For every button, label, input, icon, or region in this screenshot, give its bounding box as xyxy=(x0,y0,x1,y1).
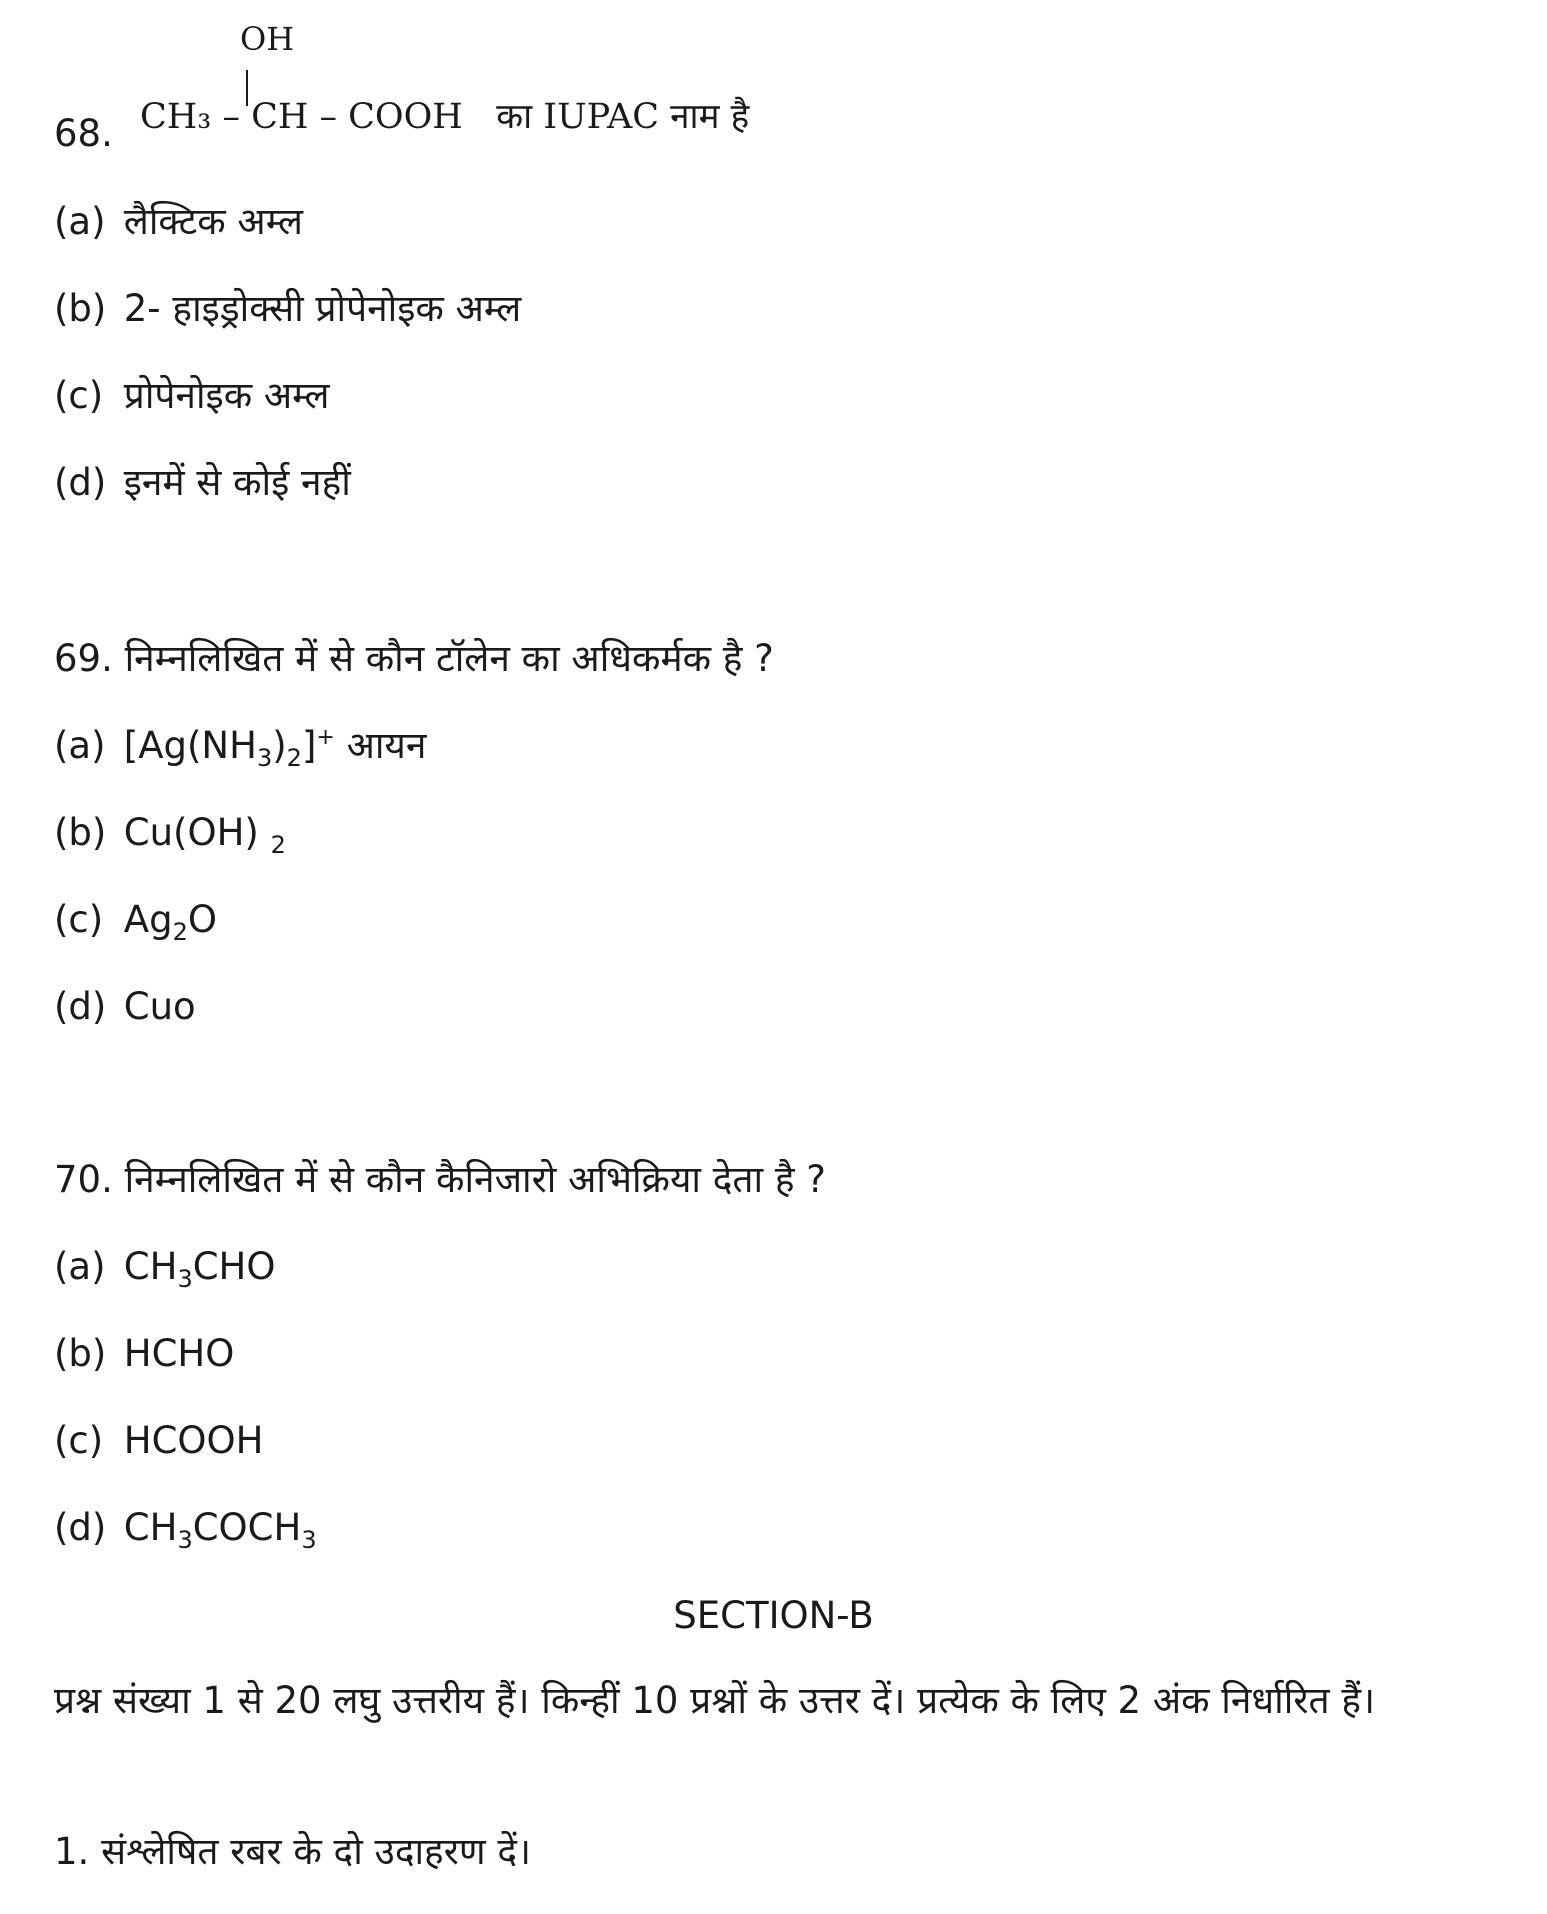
option-label: (b) xyxy=(54,287,107,330)
formula-subscript: 3 xyxy=(177,1265,193,1293)
q68-option-d xyxy=(54,461,351,505)
q70-option-a xyxy=(54,1245,276,1293)
formula-part: [Ag(NH xyxy=(123,724,257,767)
formula-part: COCH xyxy=(192,1506,302,1549)
option-label: (a) xyxy=(54,200,106,243)
formula-subscript: 3 xyxy=(177,1526,193,1554)
option-label: (b) xyxy=(54,1332,107,1375)
option-text: HCOOH xyxy=(123,1419,264,1462)
q68-option-a xyxy=(54,200,303,244)
option-label: (d) xyxy=(54,1506,107,1549)
option-label: (c) xyxy=(54,1419,104,1462)
q68-number: 68. xyxy=(54,112,113,155)
formula-part: ) xyxy=(272,724,287,767)
q68-formula-main xyxy=(140,92,749,139)
formula-subscript: 2 xyxy=(286,744,302,772)
option-label: (a) xyxy=(54,1245,106,1288)
option-label: (a) xyxy=(54,724,106,767)
option-label: (c) xyxy=(54,898,104,941)
formula-subscript: 3 xyxy=(256,744,273,772)
q70-option-d xyxy=(54,1506,317,1554)
option-text: आयन xyxy=(334,724,427,767)
option-label: (c) xyxy=(54,374,104,417)
option-label: (d) xyxy=(54,985,107,1028)
q70-option-c xyxy=(54,1419,264,1463)
q68-option-b xyxy=(54,287,521,331)
section-title: SECTION-B xyxy=(673,1594,874,1637)
formula-part: Cu(OH) xyxy=(123,811,271,854)
formula-superscript: + xyxy=(316,725,335,750)
q68-formula xyxy=(140,20,760,140)
option-text: HCHO xyxy=(123,1332,235,1375)
option-text: 2- हाइड्रोक्सी प्रोपेनोइक अम्ल xyxy=(123,287,522,330)
formula-subscript: 2 xyxy=(270,831,286,859)
q68-stem-suffix: का IUPAC नाम है xyxy=(496,97,750,137)
q69-option-b xyxy=(54,811,286,859)
option-text: लैक्टिक अम्ल xyxy=(123,200,303,243)
q68-formula-oh: OH xyxy=(240,20,295,58)
q70-stem: 70. निम्नलिखित में से कौन कैनिजारो अभिक्रिया देता है ? xyxy=(54,1158,826,1201)
q70-option-b xyxy=(54,1332,234,1376)
section-instructions: प्रश्न संख्या 1 से 20 लघु उत्तरीय हैं। किन्हीं 10 प्रश्नों के उत्तर दें। प्रत्येक के लिए 2 अंक निर्धारित हैं। xyxy=(54,1679,1376,1722)
formula-subscript: 3 xyxy=(301,1526,317,1554)
q69-option-c xyxy=(54,898,217,946)
formula-part: CHO xyxy=(192,1245,276,1288)
option-text: प्रोपेनोइक अम्ल xyxy=(123,374,330,417)
formula-part: Ag xyxy=(123,898,173,941)
q1-stem: 1. संश्लेषित रबर के दो उदाहरण दें। xyxy=(54,1830,532,1873)
formula-part: CH xyxy=(123,1245,178,1288)
q69-option-d xyxy=(54,985,196,1029)
q69-stem: 69. निम्नलिखित में से कौन टॉलेन का अधिकर्मक है ? xyxy=(54,637,774,680)
q69-option-a xyxy=(54,724,427,772)
formula-part: ] xyxy=(301,724,317,767)
option-label: (b) xyxy=(54,811,107,854)
q68-option-c xyxy=(54,374,329,418)
option-text: Cuo xyxy=(123,985,196,1028)
formula-part: O xyxy=(187,898,217,941)
option-text: इनमें से कोई नहीं xyxy=(123,461,351,504)
formula-part: CH xyxy=(123,1506,178,1549)
formula-subscript: 2 xyxy=(172,918,188,946)
option-label: (d) xyxy=(54,461,107,504)
q68-formula-chain: CH₃ – CH – COOH xyxy=(140,97,463,137)
